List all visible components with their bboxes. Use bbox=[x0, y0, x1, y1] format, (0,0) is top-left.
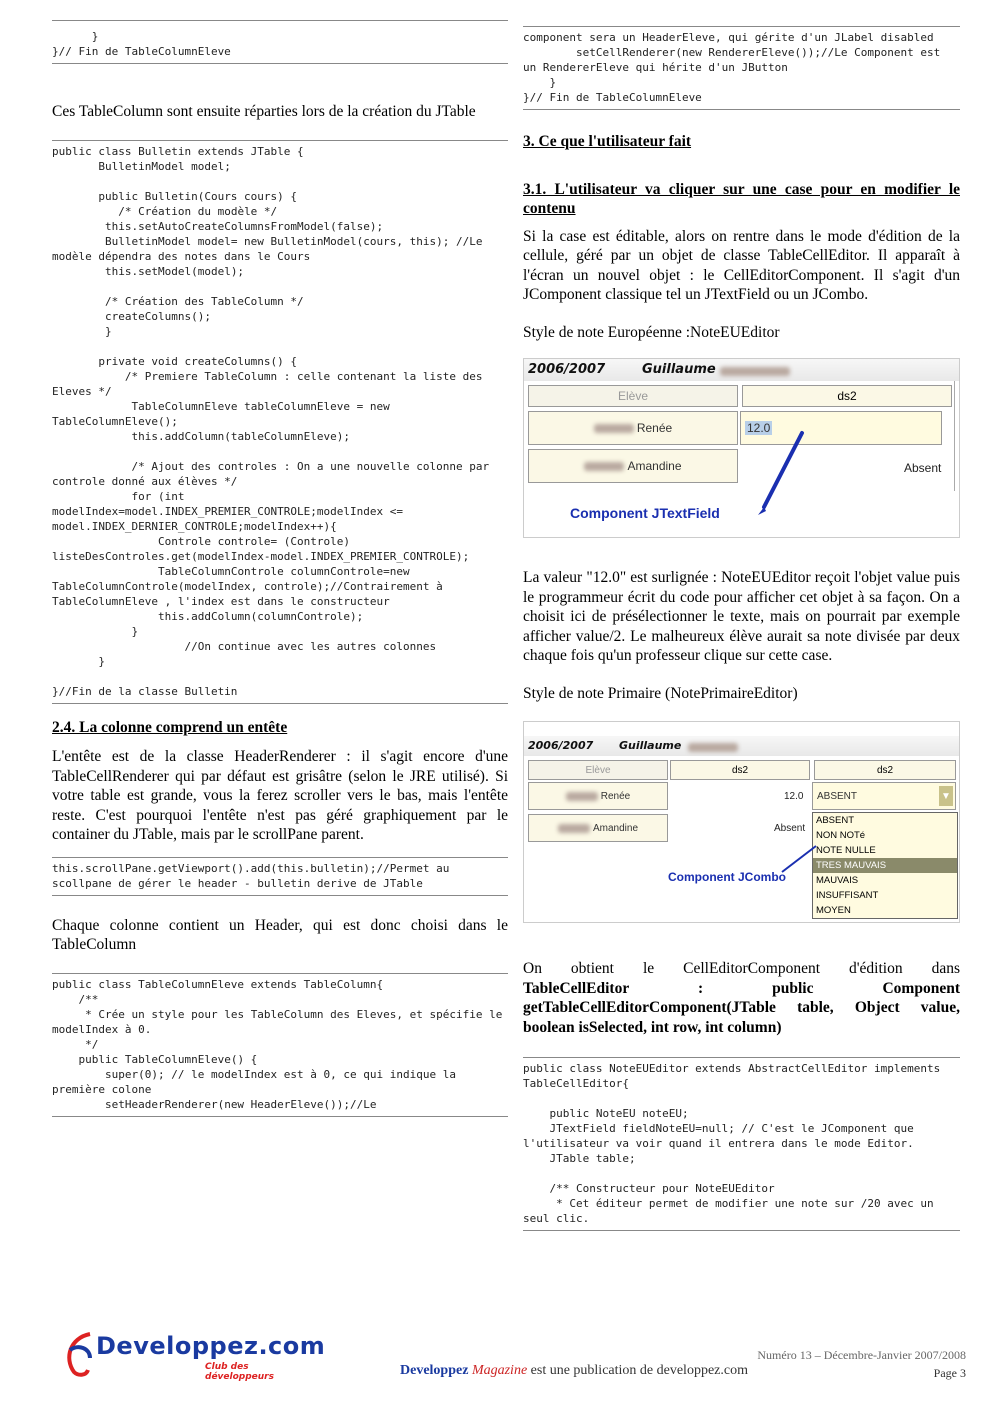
note-cell-absent: Absent bbox=[904, 461, 942, 475]
credit-text: est une publication de developpez.com bbox=[530, 1363, 748, 1378]
student-firstname: Amandine bbox=[627, 459, 682, 473]
blurred-lastname bbox=[558, 824, 590, 833]
column-header-ds2[interactable]: ds2 bbox=[742, 385, 952, 407]
note-value-120: 12.0 bbox=[784, 791, 804, 802]
student-button-amandine[interactable] bbox=[528, 449, 738, 483]
code-block-end-tablecolumn: } }// Fin de TableColumnEleve bbox=[52, 20, 508, 64]
teacher-name: Guillaume bbox=[619, 739, 682, 752]
caption-note-primaire: Style de note Primaire (NotePrimaireEditor) bbox=[523, 684, 798, 702]
component-jtextfield-label: Component JTextField bbox=[570, 505, 720, 521]
note-value-selected: 12.0 bbox=[747, 421, 771, 435]
column-header-eleve: Elève bbox=[528, 385, 738, 407]
paragraph-header-renderer: L'entête est de la classe HeaderRenderer : il s'agit encore d'une TableCellRenderer qui par défaut est grisâtre (selon le JRE utilisé). Si votre table est grande, vous la ferez scroller vers le bas, mais l'entête reste. C'est pourquoi l'entête n'est pas géré graphiquement par le container du JTable, mais par le scrollPane parent. bbox=[52, 748, 508, 843]
issue-number: Numéro 13 – Décembre-Janvier 2007/2008 bbox=[757, 1348, 966, 1362]
year-label: 2006/2007 bbox=[528, 362, 606, 377]
paragraph-cell-editor: Si la case est éditable, alors on rentre dans le mode d'édition de la cellule, géré par un objet de classe TableCellEditor. Il apparaît à l'écran un nouvel objet : le CellEditorComponent. Il s'agit d'un JComponent classique tel un JTextField ou un JCombo. bbox=[523, 227, 960, 303]
paragraph-header-per-column: Chaque colonne contient un Header, qui est donc choisi dans le TableColumn bbox=[52, 916, 508, 953]
right-column bbox=[523, 26, 960, 1231]
screenshot-noteeu-editor bbox=[523, 358, 960, 538]
blurred-lastname bbox=[566, 792, 598, 801]
get-editor-intro: On obtient le CellEditorComponent d'édition dans bbox=[523, 960, 960, 977]
column-header-ds2[interactable]: ds2 bbox=[670, 760, 810, 780]
blurred-lastname bbox=[594, 424, 634, 433]
logo-wordmark: Developpez.com bbox=[96, 1332, 326, 1360]
credit-developpez: Developpez bbox=[400, 1363, 469, 1378]
combo-option[interactable]: MOYEN bbox=[816, 905, 851, 916]
component-jcombo-label: Component JCombo bbox=[668, 870, 786, 884]
blurred-surname bbox=[688, 743, 738, 752]
combo-option[interactable]: MAUVAIS bbox=[816, 875, 859, 886]
note-cell-absent: Absent bbox=[774, 823, 806, 834]
combo-option[interactable]: NOTE NULLE bbox=[816, 845, 876, 856]
combo-option[interactable]: ABSENT bbox=[816, 815, 855, 826]
student-button-renee[interactable] bbox=[528, 782, 668, 810]
combo-option[interactable]: NON NOTé bbox=[816, 830, 866, 841]
code-block-bulletin: public class Bulletin extends JTable { BulletinModel model; public Bulletin(Cours cours) { /* Création du modèle */ this.setAutoCreateColumnsFromModel(false); BulletinModel model= new BulletinModel(cours, this); //Le modèle dépendra des notes dans le Cours this.setModel(model); /* Création des TableColumn */ createColumns(); } private void createColumns() { /* Premiere TableColumn : celle contenant la liste des Eleves */ TableColumnEleve tableColumnEleve = new TableColumnEleve(); this.addColumn(tableColumnEleve); /* Ajout des controles : On a une nouvelle colonne par controle donné aux élèves */ for (int modelIndex=model.INDEX_PREMIER_CONTROLE;modelIndex <= model.INDEX_DERNIER_CONTROLE;modelIndex++){ Controle controle= (Controle) listeDesControles.get(modelIndex-model.INDEX_PREMIER_CONTROLE); TableColumnControle columnControle=new TableColumnControle(modelIndex, controle);//Contrairement à TableColumnEleve , l'index est dans le constructeur this.addColumn(columnControle); } //On continue avec les autres colonnes } }//Fin de la classe Bulletin bbox=[52, 140, 508, 704]
pen-pointer-icon bbox=[744, 429, 814, 519]
paragraph-get-editor bbox=[523, 959, 960, 979]
combo-selected-value: ABSENT bbox=[817, 790, 858, 802]
column-header-ds2-second[interactable]: ds2 bbox=[814, 760, 956, 780]
side-divider bbox=[954, 381, 955, 491]
code-block-tablecolumneleve: public class TableColumnEleve extends TableColumn{ /** * Crée un style pour les TableColumn des Eleves, et spécifie le modelIndex à 0. */ public TableColumnEleve() { super(0); // le modelIndex est à 0, ce qui indique la première colone setHeaderRenderer(new HeaderEleve());//Le bbox=[52, 973, 508, 1117]
year-label: 2006/2007 bbox=[528, 739, 594, 752]
section-heading-2-4: 2.4. La colonne comprend un entête bbox=[52, 718, 288, 736]
paragraph-tablecolumn: Ces TableColumn sont ensuite réparties lors de la création du JTable bbox=[52, 103, 476, 120]
combo-arrow-icon[interactable]: ▼ bbox=[939, 786, 953, 806]
column-header-eleve: Elève bbox=[528, 760, 668, 780]
blurred-lastname bbox=[584, 462, 624, 471]
code-block-header-eleve: component sera un HeaderEleve, qui gérite d'un JLabel disabled setCellRenderer(new RendererEleve());//Le Component est un RendererEleve qui hérite d'un JButton } }// Fin de TableColumnEleve bbox=[523, 26, 960, 110]
student-firstname: Amandine bbox=[592, 822, 639, 834]
code-block-noteeueditor: public class NoteEUEditor extends AbstractCellEditor implements TableCellEditor{ public NoteEU noteEU; JTextField fieldNoteEU=null; // C'est le JComponent que l'utilisateur va voir quand il entrera dans le mode Editor. JTable table; /** Constructeur pour NoteEUEditor * Cet éditeur permet de modifier une note sur /20 avec un seul clic. bbox=[523, 1057, 960, 1231]
teacher-name: Guillaume bbox=[642, 362, 716, 377]
student-firstname: Renée bbox=[636, 421, 673, 435]
left-column bbox=[52, 20, 508, 1117]
student-button-renee[interactable] bbox=[528, 411, 738, 445]
caption-note-eu: Style de note Européenne :NoteEUEditor bbox=[523, 323, 780, 341]
note-combo[interactable] bbox=[812, 782, 956, 810]
page-number: Page 3 bbox=[933, 1366, 966, 1380]
paragraph-get-editor-method: TableCellEditor : public Component getTableCellEditorComponent(JTable table, Object value, boolean isSelected, int row, int column) bbox=[523, 979, 960, 1036]
section-heading-3: 3. Ce que l'utilisateur fait bbox=[523, 133, 692, 150]
paragraph-value-highlight: La valeur "12.0" est surlignée : NoteEUEditor reçoit l'objet value puis le programmeur écrit du code pour afficher cet objet à sa façon. On a choisit ici de présélectionner le texte, mais on pourrait par exemple afficher value/2. Le malheureux élève aurait sa note divisée par deux chaque fois qu'un professeur clique sur cette case. bbox=[523, 569, 960, 664]
screenshot-header-bar bbox=[524, 736, 959, 756]
credit-magazine: Magazine bbox=[471, 1363, 528, 1378]
page-footer bbox=[0, 1330, 992, 1390]
student-button-amandine[interactable] bbox=[528, 814, 668, 842]
logo-swirl-icon bbox=[60, 1330, 100, 1378]
combo-option[interactable]: INSUFFISANT bbox=[816, 890, 879, 901]
section-heading-3-1: 3.1. L'utilisateur va cliquer sur une case pour en modifier le contenu bbox=[523, 180, 960, 217]
logo-tagline: Club des développeurs bbox=[205, 1362, 274, 1382]
magazine-credit bbox=[400, 1363, 748, 1379]
developpez-logo[interactable] bbox=[60, 1330, 326, 1382]
combo-option[interactable]: TRES MAUVAIS bbox=[813, 858, 957, 873]
blurred-surname bbox=[720, 367, 790, 376]
student-firstname: Renée bbox=[600, 790, 631, 802]
screenshot-header-bar bbox=[524, 359, 959, 381]
combo-dropdown-list bbox=[812, 812, 958, 919]
screenshot-noteprimaire-editor bbox=[523, 721, 960, 923]
code-block-scrollpane: this.scrollPane.getViewport().add(this.bulletin);//Permet au scollpane de gérer le header - bulletin derive de JTable bbox=[52, 857, 508, 896]
